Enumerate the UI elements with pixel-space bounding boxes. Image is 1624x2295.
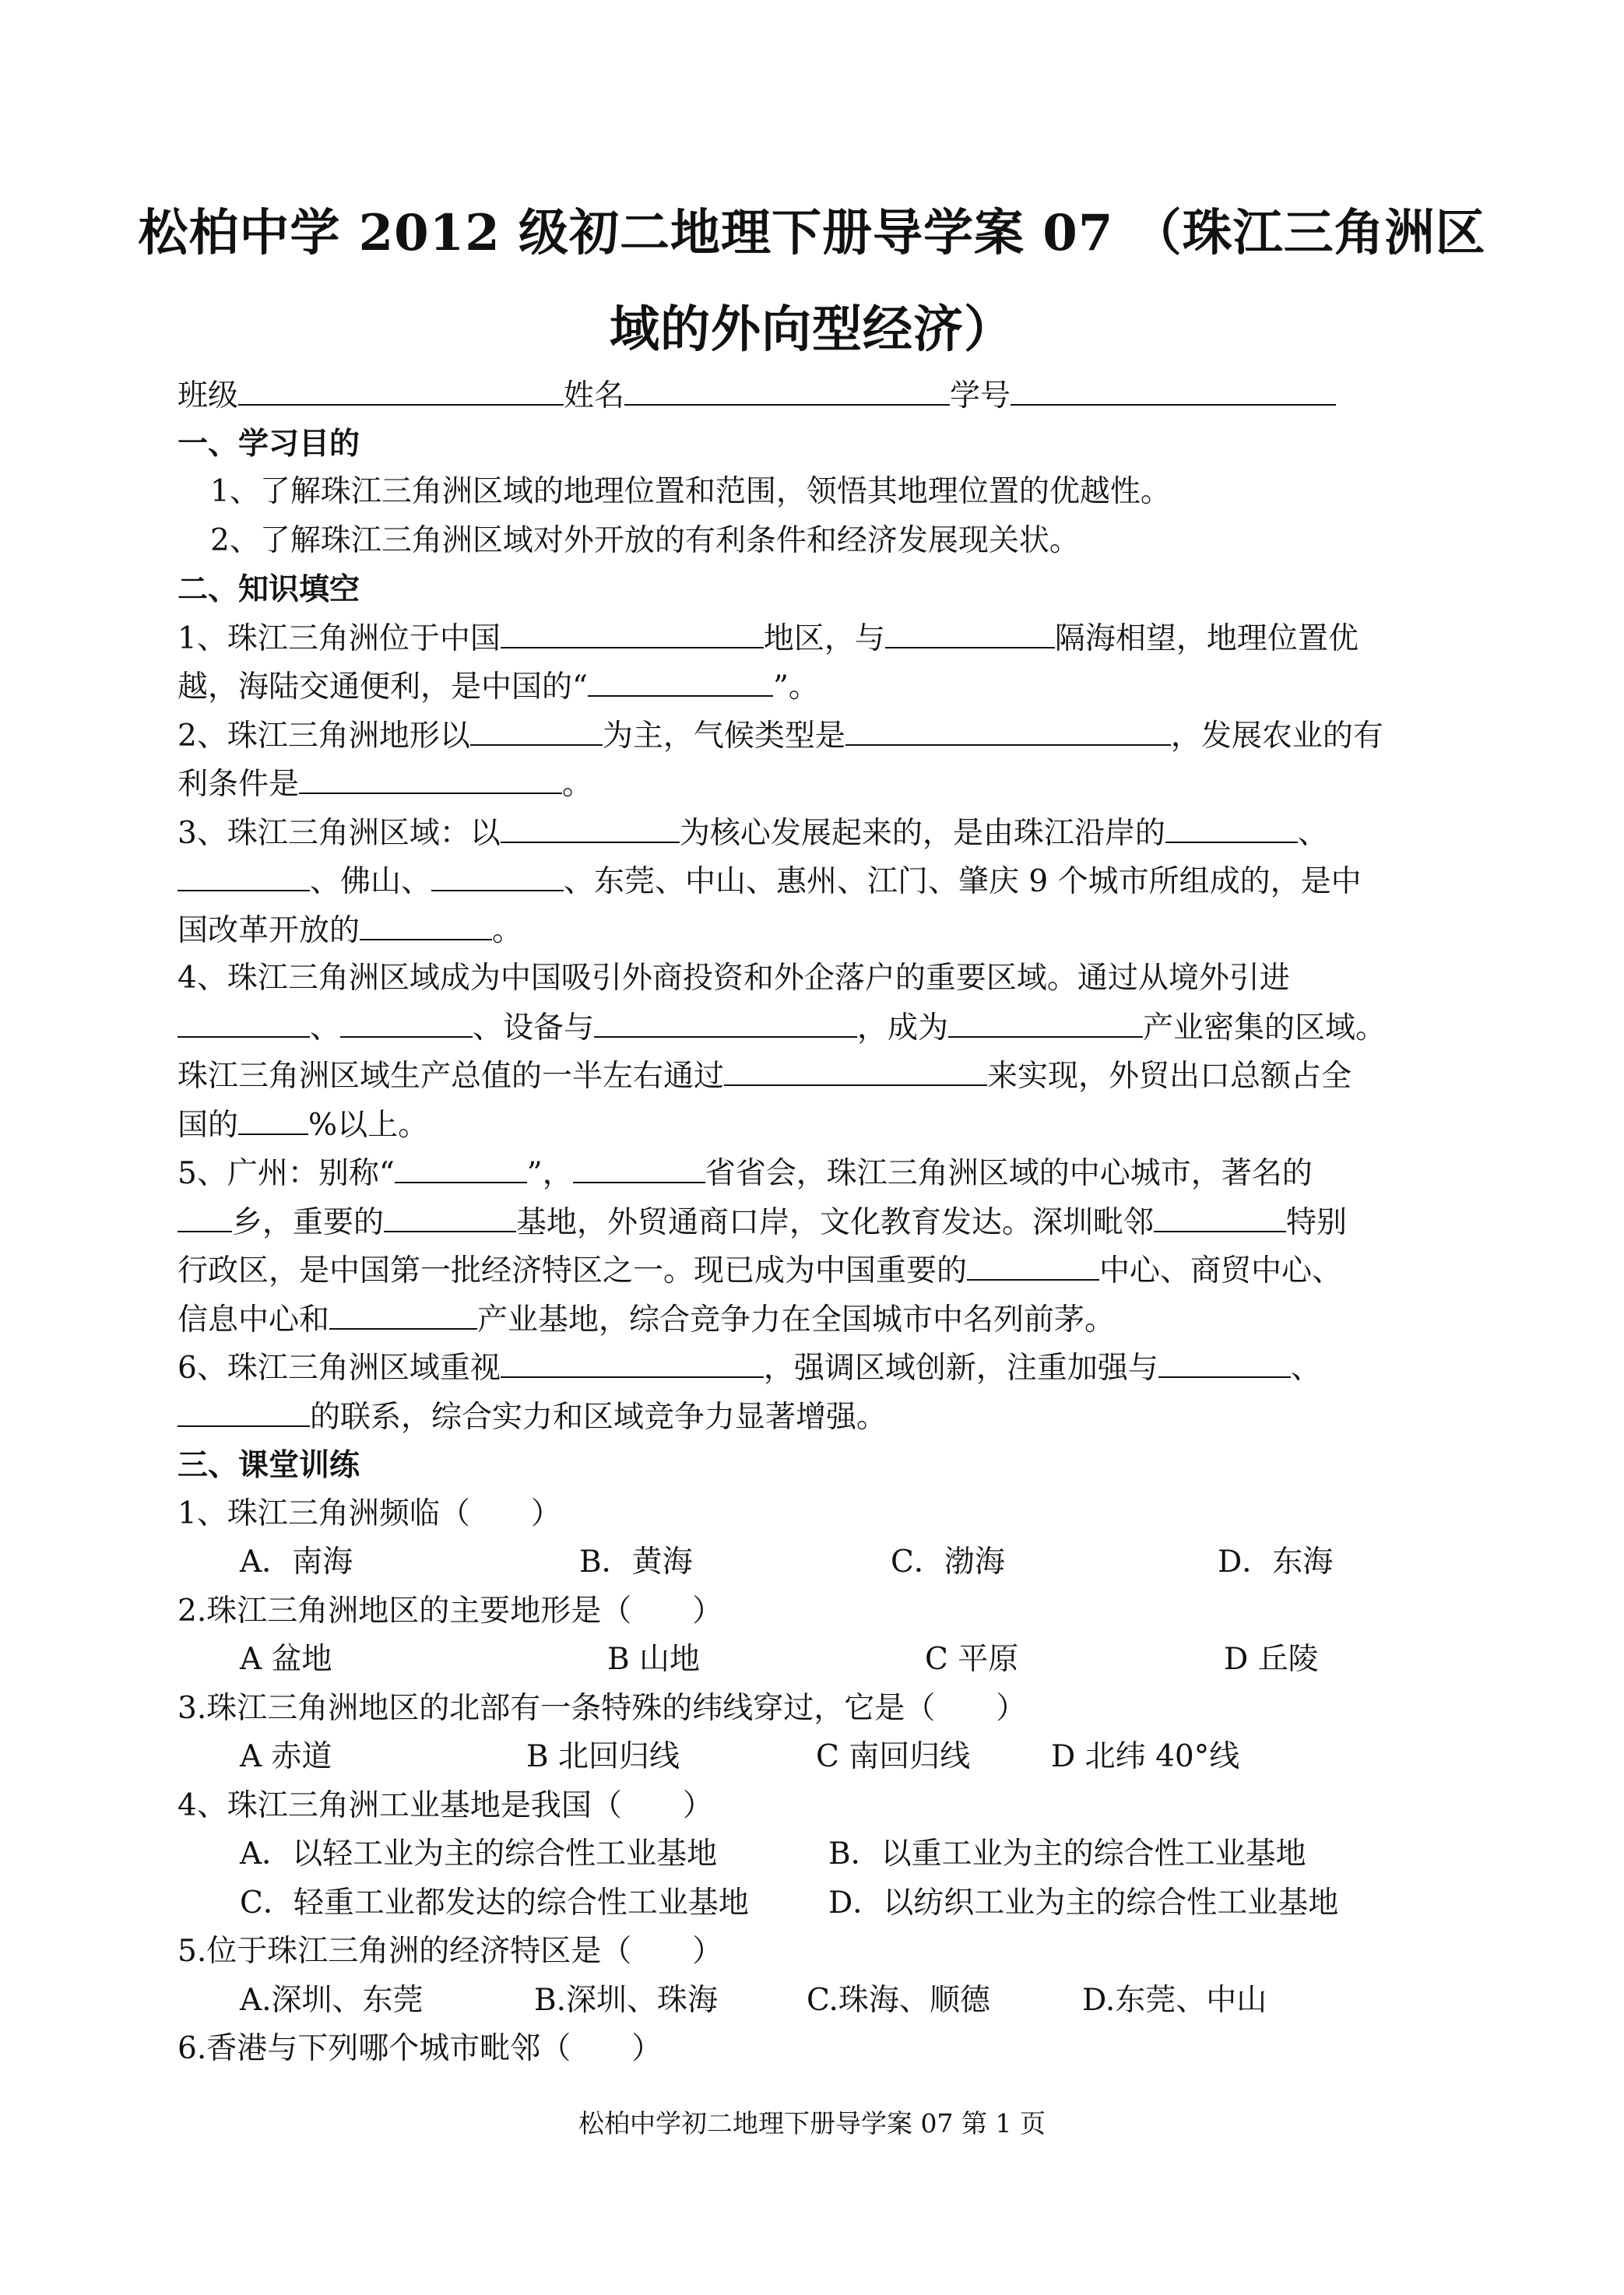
- q4-text: 、: [310, 1010, 341, 1046]
- section1-heading: 一、学习目的: [178, 426, 360, 462]
- mc-option[interactable]: C 平原: [925, 1642, 1019, 1677]
- fill-q5-line4: [178, 1300, 1454, 1340]
- q5-text: 乡，重要的: [232, 1205, 385, 1240]
- q1-text: ”。: [772, 670, 819, 705]
- q2-text: 利条件是: [178, 767, 300, 802]
- page-footer: 松柏中学初二地理下册导学案 07 第 1 页: [578, 2108, 1046, 2139]
- q4-blank5[interactable]: [724, 1056, 987, 1086]
- fill-q4-line1: 4、珠江三角洲区域成为中国吸引外商投资和外企落户的重要区域。通过从境外引进: [178, 961, 1290, 996]
- mc-option[interactable]: B 山地: [607, 1642, 701, 1677]
- mc-q1-stem: 1、珠江三角洲频临（ ）: [178, 1496, 561, 1531]
- q4-blank2[interactable]: [340, 1008, 473, 1038]
- number-blank[interactable]: [1011, 376, 1336, 406]
- fill-q2-line1: [178, 716, 1454, 756]
- fill-q6-line2: [178, 1397, 1454, 1437]
- q3-text: 3、珠江三角洲区域：以: [178, 816, 501, 851]
- mc-option[interactable]: A 赤道: [240, 1739, 332, 1774]
- fill-q1-line2: [178, 667, 1454, 707]
- mc-option[interactable]: B 北回归线: [526, 1739, 680, 1774]
- mc-option[interactable]: C 南回归线: [816, 1739, 971, 1774]
- mc-q4-options-row2: [240, 1884, 1517, 1923]
- q4-text: %以上。: [308, 1108, 429, 1143]
- mc-option[interactable]: D.东莞、中山: [1082, 1983, 1267, 2018]
- q3-blank2[interactable]: [1165, 814, 1298, 843]
- q2-text: 2、珠江三角洲地形以: [178, 719, 470, 754]
- q1-blank3[interactable]: [588, 667, 773, 697]
- page-title-line2: 域的外向型经济）: [610, 300, 1014, 359]
- mc-q1-options: [240, 1543, 1517, 1582]
- mc-option[interactable]: D 北纬 40°线: [1051, 1739, 1240, 1774]
- q4-text: 产业密集的区域。: [1143, 1010, 1387, 1046]
- name-blank[interactable]: [624, 376, 950, 406]
- q6-blank1[interactable]: [501, 1348, 764, 1378]
- q5-text: 行政区，是中国第一批经济特区之一。现已成为中国重要的: [178, 1253, 968, 1288]
- mc-q2-stem: 2.珠江三角洲地区的主要地形是（ ）: [178, 1594, 723, 1629]
- mc-option[interactable]: C.珠海、顺德: [807, 1983, 990, 2018]
- q1-blank2[interactable]: [885, 619, 1055, 648]
- q4-blank4[interactable]: [948, 1008, 1143, 1038]
- mc-option[interactable]: B．以重工业为主的综合性工业基地: [828, 1836, 1306, 1871]
- q3-text: 、佛山、: [310, 864, 432, 899]
- section3-heading: 三、课堂训练: [178, 1447, 360, 1483]
- mc-option[interactable]: C．渤海: [891, 1545, 1005, 1580]
- q5-text: ”，: [526, 1156, 573, 1191]
- q1-text: 越，海陆交通便利，是中国的“: [178, 670, 588, 705]
- mc-q2-options: [240, 1640, 1517, 1679]
- mc-option[interactable]: A．以轻工业为主的综合性工业基地: [240, 1836, 718, 1871]
- q6-blank3[interactable]: [178, 1397, 310, 1427]
- mc-q4-options-row1: [240, 1835, 1517, 1874]
- q1-blank1[interactable]: [501, 619, 764, 648]
- mc-option[interactable]: B.深圳、珠海: [534, 1983, 719, 2018]
- q5-blank5[interactable]: [1154, 1203, 1286, 1232]
- q5-text: 产业基地，综合竞争力在全国城市中名列前茅。: [477, 1302, 1116, 1337]
- fill-q5-line2: [178, 1203, 1454, 1242]
- name-label: 姓名: [564, 378, 625, 413]
- fill-q3-line1: [178, 814, 1454, 853]
- q6-text: ，强调区域创新，注重加强与: [763, 1351, 1158, 1386]
- objective-2: 2、了解珠江三角洲区域对外开放的有利条件和经济发展现关状。: [210, 523, 1080, 558]
- q4-blank1[interactable]: [178, 1008, 310, 1038]
- q5-text: 中心、商贸中心、: [1099, 1253, 1343, 1288]
- q5-blank1[interactable]: [395, 1154, 527, 1183]
- mc-option[interactable]: C．轻重工业都发达的综合性工业基地: [240, 1886, 749, 1921]
- mc-option[interactable]: A.深圳、东莞: [240, 1983, 424, 2018]
- q1-text: 1、珠江三角洲位于中国: [178, 621, 501, 656]
- q5-blank4[interactable]: [384, 1203, 516, 1232]
- fill-q3-line3: [178, 911, 1454, 951]
- number-label: 学号: [950, 378, 1011, 413]
- class-label: 班级: [178, 378, 239, 413]
- fill-q6-line1: [178, 1348, 1454, 1388]
- q4-text: 珠江三角洲区域生产总值的一半左右通过: [178, 1059, 725, 1094]
- mc-option[interactable]: B．黄海: [579, 1545, 693, 1580]
- q5-text: 基地，外贸通商口岸，文化教育发达。深圳毗邻: [516, 1205, 1155, 1240]
- q3-text: 国改革开放的: [178, 913, 360, 948]
- q3-text: 为核心发展起来的，是由珠江沿岸的: [679, 816, 1165, 851]
- fill-q4-line2: [178, 1008, 1454, 1048]
- q2-blank3[interactable]: [299, 764, 562, 794]
- mc-q4-stem: 4、珠江三角洲工业基地是我国（ ）: [178, 1788, 713, 1823]
- q5-text: 特别: [1286, 1205, 1348, 1240]
- fill-q4-line4: [178, 1105, 1454, 1145]
- q5-text: 信息中心和: [178, 1302, 330, 1337]
- q5-blank7[interactable]: [329, 1300, 477, 1330]
- mc-q3-options: [240, 1738, 1517, 1777]
- q2-blank2[interactable]: [845, 716, 1171, 746]
- q3-text: 。: [492, 913, 523, 948]
- mc-option[interactable]: A 盆地: [240, 1642, 332, 1677]
- fill-q5-line1: [178, 1154, 1454, 1193]
- q6-text: 6、珠江三角洲区域重视: [178, 1351, 501, 1386]
- fill-q5-line3: [178, 1251, 1454, 1291]
- mc-option[interactable]: D．以纺织工业为主的综合性工业基地: [828, 1886, 1339, 1921]
- q3-text: 、: [1297, 816, 1328, 851]
- q2-text: ，发展农业的有: [1170, 719, 1383, 754]
- mc-q3-stem: 3.珠江三角洲地区的北部有一条特殊的纬线穿过，它是（ ）: [178, 1691, 1027, 1726]
- page-title-line1: 松柏中学 2012 级初二地理下册导学案 07 （珠江三角洲区: [138, 204, 1486, 262]
- q1-text: 隔海相望，地理位置优: [1054, 621, 1359, 656]
- mc-q5-stem: 5.位于珠江三角洲的经济特区是（ ）: [178, 1934, 723, 1969]
- objective-1: 1、了解珠江三角洲区域的地理位置和范围，领悟其地理位置的优越性。: [210, 474, 1171, 509]
- q4-text: 国的: [178, 1108, 239, 1143]
- q6-text: 、: [1290, 1351, 1321, 1386]
- mc-option[interactable]: D．东海: [1218, 1545, 1334, 1580]
- q3-blank5[interactable]: [360, 911, 492, 940]
- mc-option[interactable]: A．南海: [240, 1545, 353, 1580]
- q3-text: 、东莞、中山、惠州、江门、肇庆 9 个城市所组成的，是中: [564, 864, 1362, 899]
- q6-text: 的联系，综合实力和区域竞争力显著增强。: [310, 1400, 888, 1435]
- q3-blank1[interactable]: [501, 814, 680, 843]
- fill-q4-line3: [178, 1056, 1454, 1096]
- class-blank[interactable]: [238, 376, 564, 406]
- section2-heading: 二、知识填空: [178, 571, 360, 607]
- fill-q2-line2: [178, 764, 1454, 804]
- mc-q5-options: [240, 1981, 1517, 2020]
- q5-blank3[interactable]: [178, 1203, 232, 1232]
- q5-text: 5、广州：别称“: [178, 1156, 395, 1191]
- q2-text: 为主，气候类型是: [602, 719, 845, 754]
- q5-text: 省省会，珠江三角洲区域的中心城市，著名的: [705, 1156, 1313, 1191]
- fill-q1-line1: [178, 619, 1454, 659]
- q4-text: 、设备与: [473, 1010, 595, 1046]
- q5-blank2[interactable]: [573, 1154, 705, 1183]
- q4-text: 来实现，外贸出口总额占全: [987, 1059, 1352, 1094]
- mc-option[interactable]: D 丘陵: [1224, 1642, 1319, 1677]
- student-info-line: [178, 376, 1454, 416]
- q5-blank6[interactable]: [967, 1251, 1099, 1281]
- mc-q6-stem: 6.香港与下列哪个城市毗邻（ ）: [178, 2031, 663, 2066]
- q2-text: 。: [562, 767, 593, 802]
- fill-q3-line2: [178, 862, 1454, 901]
- q3-blank3[interactable]: [178, 862, 310, 891]
- q2-blank1[interactable]: [470, 716, 603, 746]
- q1-text: 地区，与: [763, 621, 885, 656]
- q4-text: ，成为: [857, 1010, 949, 1046]
- q6-blank2[interactable]: [1158, 1348, 1291, 1378]
- q4-blank3[interactable]: [594, 1008, 857, 1038]
- q4-blank6[interactable]: [238, 1105, 308, 1135]
- q3-blank4[interactable]: [431, 862, 564, 891]
